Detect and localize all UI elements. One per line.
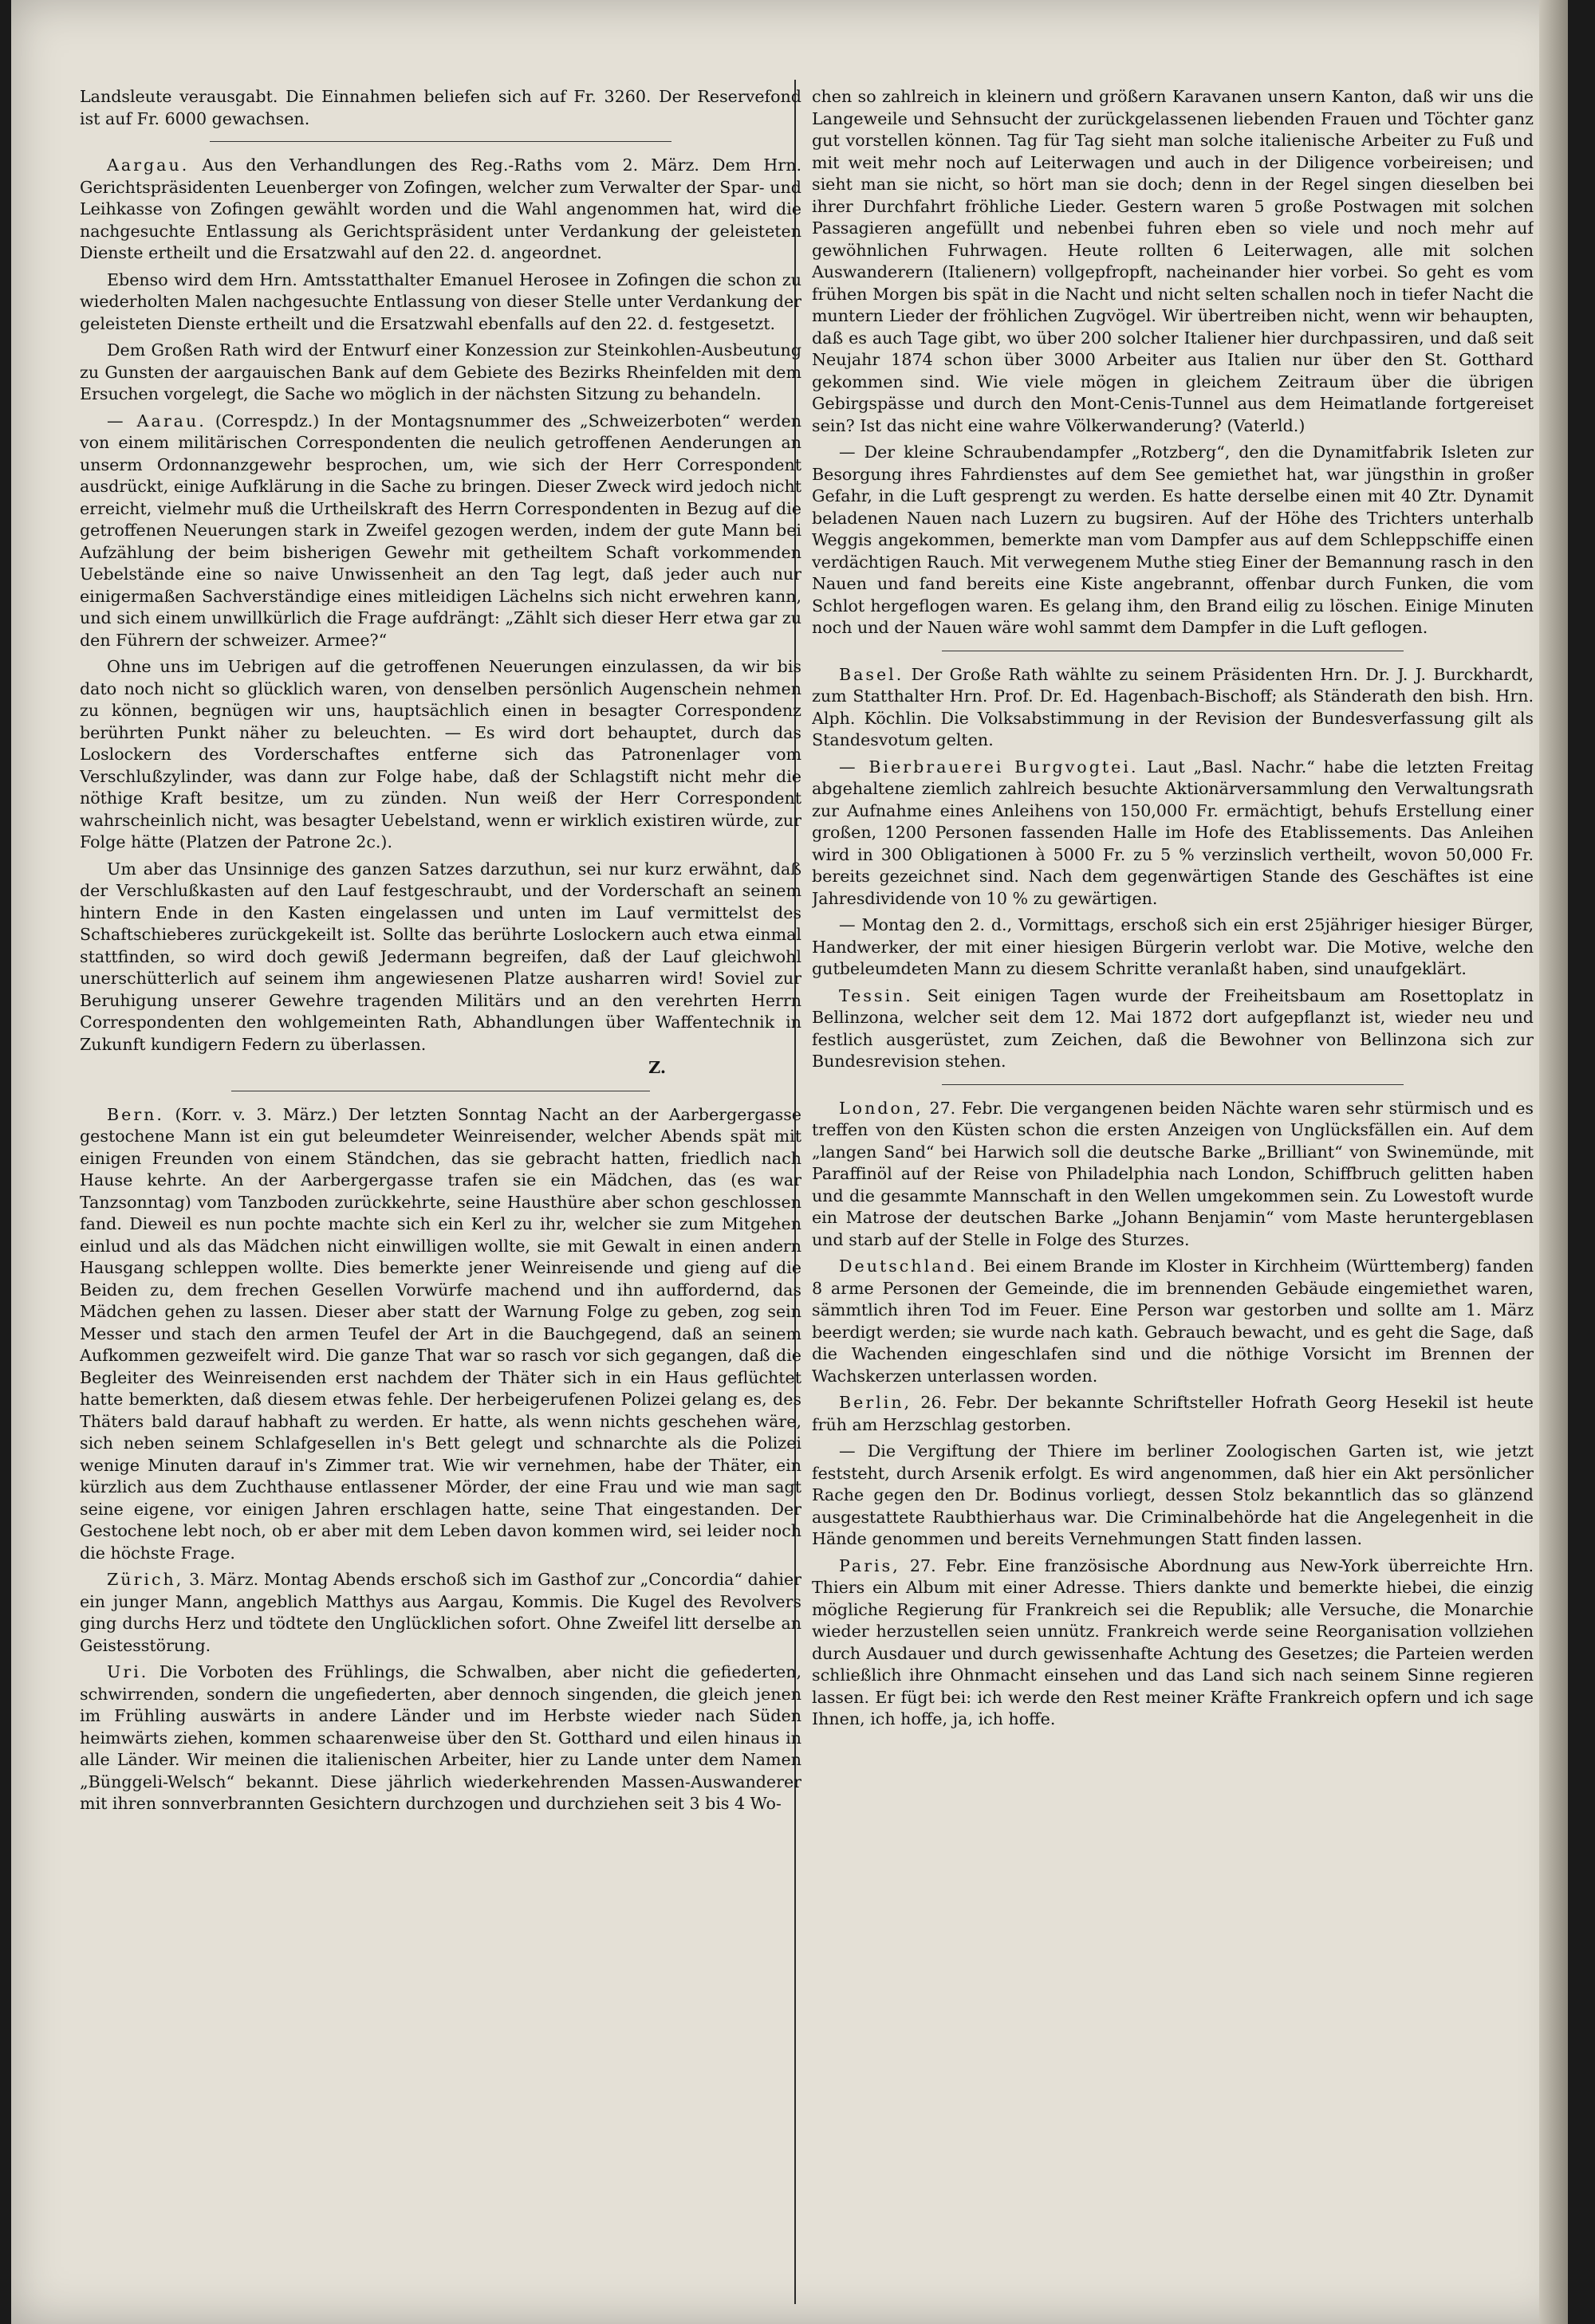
place-basel: Basel. (839, 664, 904, 684)
place-tessin: Tessin. (839, 985, 913, 1005)
newspaper-page (11, 0, 1568, 2324)
place-burgvogtei: — Bierbrauerei Burgvogtei. (839, 757, 1139, 777)
place-deutschland: Deutschland. (839, 1256, 978, 1276)
article-dampfer: — Der kleine Schraubendampfer „Rotzberg“, den die Dynamitfabrik Isleten zur Besorgung ihres Fahrdienstes auf dem See gemiethet hat, war jüngsthin in großer Gefahr, in die Luft gesprengt zu werden. Es hatte derselbe einen mit 40 Ztr. Dynamit beladenen Nauen nach Luzern zu bugsiren. Auf der Höhe des Trichters unterhalb Weggis angekommen, bemerkte man vom Dampfer aus auf dem Schleppschiffe einen verdächtigen Rauch. Mit verwegenem Muthe stieg Einer der Bemannung rasch in den Nauen und fand bereits eine Kiste angebrannt, offenbar durch Funken, die vom Schlot hergeflogen waren. Es gelang ihm, den Brand eilig zu löschen. Einige Minuten noch und der Nauen wäre wohl sammt dem Dampfer in die Luft geflogen. (812, 442, 1534, 637)
article-basel-2: — Montag den 2. d., Vormittags, erschoß sich ein erst 25jähriger hiesiger Bürger, Handwerker, der mit einer hiesigen Bürgerin verlobt war. Die Motive, welche den gutbeleumdeten Mann zu diesem Schritte veranlaßt haben, sind unaufgeklärt. (812, 915, 1534, 978)
article-bierbrauerei: — Bierbrauerei Burgvogtei. Laut „Basl. Nachr.“ habe die letzten Freitag abgehaltene ziemlich zahlreich besuchte Aktionärversammlung den Verwaltungsrath zur Aufnahme eines Anleihens von 150,000 Fr. ermächtigt, behufs Erstellung einer großen, 1200 Personen fassenden Halle im Hofe des Etablissements. Das Anleihen wird in 300 Obligationen à 5000 Fr. zu 5 % verzinslich vertheilt, wovon 50,000 Fr. bereits gezeichnet sind. Nach dem gegenwärtigen Stande des Geschäftes ist eine Jahresdividende von 10 % zu gewärtigen. (812, 757, 1534, 908)
place-bern: Bern. (107, 1104, 164, 1124)
place-aargau: Aargau. (107, 155, 190, 175)
source-vaterland: (Vaterld.) (1227, 415, 1306, 435)
page-spine (1539, 0, 1568, 2324)
article-berlin: Berlin, 26. Febr. Der bekannte Schriftsteller Hofrath Georg Hesekil ist heute früh am Herzschlag gestorben. (812, 1393, 1534, 1434)
right-column (812, 86, 1534, 2310)
article-aargau-3: Dem Großen Rath wird der Entwurf einer Konzession zur Steinkohlen-Ausbeutung zu Gunsten der aargauischen Bank auf dem Gebiete des Bezirks Rheinfelden mit dem Ersuchen vorgelegt, die Sache wo möglich in der nächsten Sitzung zu behandeln. (80, 340, 801, 403)
article-aargau: Aargau. Aus den Verhandlungen des Reg.-Raths vom 2. März. Dem Hrn. Gerichtspräsidenten Leuenberger von Zofingen, welcher zum Verwalter der Spar- und Leihkasse von Zofingen gewählt worden und die Wahl angenommen hat, wird die nachgesuchte Entlassung als Gerichtspräsident unter Verdankung der geleisteten Dienste ertheilt und die Ersatzwahl auf den 22. d. angeordnet. (80, 155, 801, 262)
place-berlin: Berlin, (839, 1393, 912, 1412)
article-tessin: Tessin. Seit einigen Tagen wurde der Freiheitsbaum am Rosettoplatz in Bellinzona, welcher seit dem 12. Mai 1872 dort aufgepflanzt ist, wieder neu und festlich ausgerüstet, zum Zeichen, daß die Bewohner von Bellinzona sich zur Bundesrevision stehen. (812, 985, 1534, 1071)
article-zuerich: Zürich, 3. März. Montag Abends erschoß sich im Gasthof zur „Concordia“ dahier ein junger Mann, angeblich Matthys aus Aargau, Kommis. Die Kugel des Revolvers ging durchs Herz und tödtete den Unglücklichen sofort. Ohne Zweifel litt derselbe an Geistesstörung. (80, 1570, 801, 1655)
place-aarau: — Aarau. (107, 411, 207, 431)
article-deutschland: Deutschland. Bei einem Brande im Kloster in Kirchheim (Württemberg) fanden 8 arme Personen der Gemeinde, die im brennenden Gebäude eingemiethet waren, sämmtlich ihren Tod im Feuer. Eine Person war gestorben und sollte am 1. März beerdigt werden; sie wurde nach kath. Gebrauch bewacht, und es geht die Sage, daß die Wachenden eingeschlafen sind und die nöthige Vorsicht im Brennen der Wachskerzen unterlassen worden. (812, 1256, 1534, 1386)
separator (942, 1084, 1404, 1085)
article-aarau: — Aarau. (Correspdz.) In der Montagsnummer des „Schweizerboten“ werden von einem militärischen Correspondenten die neulich getroffenen Aenderungen an unserm Ordonnanzgewehr besprochen, um, wie sich der Herr Correspondent ausdrückt, einige Aufklärung in die Sache zu bringen. Dieser Zweck wird jedoch nicht erreicht, vielmehr muß die Urtheilskraft des Herrn Correspondenten in Bezug auf die getroffenen Neuerungen stark in Zweifel gezogen werden, indem der gute Mann bei Aufzählung der beim bisherigen Gewehr mit getheiltem Schaft vorkommenden Uebelstände eine so naive Unwissenheit an den Tag legt, daß jeder auch nur einigermaßen Sachverständige eines mitleidigen Lächelns sich nicht erwehren kann, und sich einem unwillkürlich die Frage aufdrängt: „Zählt sich dieser Herr etwa gar zu den Führern der schweizer. Armee?“ (80, 411, 801, 650)
signature-z: Z. (648, 1058, 666, 1077)
article-uri: Uri. Die Vorboten des Frühlings, die Schwalben, aber nicht die gefiederten, schwirrenden, sondern die ungefiederten, aber dennoch singenden, die gleich jenen im Frühling auswärts in andere Länder und im Herbste wieder nach Süden heimwärts ziehen, kommen schaarenweise über den St. Gotthard und eilen hinaus in alle Länder. Wir meinen die italienischen Arbeiter, hier zu Lande unter dem Namen „Bünggeli-Welsch“ bekannt. Diese jährlich wiederkehrenden Massen-Auswanderer mit ihren sonnverbrannten Gesichtern durchzogen und durchziehen seit 3 bis 4 Wo- (80, 1662, 801, 1813)
separator (210, 141, 671, 142)
article-uri-cont: chen so zahlreich in kleinern und größern Karavanen unsern Kanton, daß wir uns die Langeweile und Sehnsucht der zurückgelassenen liebenden Frauen und Töchter ganz gut vorstellen können. Tag für Tag sieht man solche italienische Arbeiter zu Fuß und mit weit mehr noch auf Leiterwagen und auch in der Diligence vorbeireisen; und sieht man sie nicht, so hört man sie doch; denn in der Regel singen dieselben bei ihrer Durchfahrt fröhliche Lieder. Gestern waren 5 große Postwagen mit solchen Passagieren angefüllt und nebenbei fuhren eben so viele und noch mehr auf gewöhnlichen Fuhrwagen. Heute rollten 6 Leiterwagen, alle mit solchen Auswanderern (Italienern) vollgepfropft, nacheinander hier vorbei. So geht es vom frühen Morgen bis spät in die Nacht und nicht selten schallen noch in tiefer Nacht die muntern Lieder der fröhlichen Zugvögel. Wir übertreiben nicht, wenn wir behaupten, daß es auch Tage gibt, wo über 200 solcher Italiener hier durchpassiren, und daß seit Neujahr 1874 schon über 3000 Arbeiter aus Italien nur über den St. Gotthard gekommen sind. Wie viele mögen in gleichem Zeitraum über die übrigen Gebirgspässe und durch den Mont-Cenis-Tunnel aus dem Heimatlande fortgereiset sein? Ist das nicht eine wahre Völkerwanderung? (Vaterld.) (812, 87, 1534, 435)
article-bern: Bern. (Korr. v. 3. März.) Der letzten Sonntag Nacht an der Aarbergergasse gestochene Mann ist ein gut beleumdeter Weinreisender, welcher Abends spät mit einigen Freunden von einem Ständchen, das sie gebracht hatten, friedlich nach Hause kehrte. An der Aarbergergasse trafen sie ein Mädchen, das (es war Tanzsonntag) vom Tanzboden zurückkehrte, seine Hausthüre aber schon geschlossen fand. Dieweil es nun pochte machte sich ein Kerl zu ihr, welcher sie zum Mitgehen einlud und als das Mädchen nicht einwilligen wollte, sie mit Gewalt in einen andern Hausgang schleppen wollte. Dies bemerkte jener Weinreisende und gieng auf die Beiden zu, dem frechen Gesellen Vorwürfe machend und ihn auffordernd, das Mädchen gehen zu lassen. Dieser aber statt der Warnung Folge zu geben, zog sein Messer und stach den armen Teufel der Art in die Bauchgegend, daß an seinem Aufkommen gezweifelt wird. Die ganze That war so rasch vor sich gegangen, daß die Begleiter des Weinreisenden erst nachdem der Thäter sich in ein Haus geflüchtet hatte bemerkten, daß diesem etwas fehle. Der herbeigerufenen Polizei gelang es, des Thäters bald darauf habhaft zu werden. Er hatte, als wenn nichts geschehen wäre, sich neben seinem Schlafgesellen in's Bett gelegt und schnarchte als die Polizei wenige Minuten darauf in's Zimmer trat. Wie wir vernehmen, habe der Thäter, ein kürzlich aus dem Zuchthause entlassener Mörder, der eine Frau und wie man sagt seine eigene, vor einigen Jahren erschlagen hatte, seine That eingestanden. Der Gestochene lebt noch, ob er aber mit dem Leben davon kommen wird, sei leider noch die höchste Frage. (80, 1104, 801, 1563)
article-aarau-3: Um aber das Unsinnige des ganzen Satzes darzuthun, sei nur kurz erwähnt, daß der Verschlußkasten auf den Lauf festgeschraubt, und der Vorderschaft an seinem hintern Ende in den Kasten eingelassen und unten im Lauf vermittelst des Schaftschieberes zurückgekeilt ist. Sollte das berührte Loslockern auch etwa einmal stattfinden, so wird doch gewiß Jedermann begreifen, daß der Lauf gleichwohl unerschütterlich auf seinem ihm angewiesenen Platze ausharren wird! Soviel zur Beruhigung unserer Gewehre tragenden Militärs und an den verehrten Herrn Correspondenten den wohlgemeinten Rath, Abhandlungen über Waffentechnik in Zukunft kundigern Federn zu überlassen. (80, 859, 801, 1054)
article-aargau-2: Ebenso wird dem Hrn. Amtsstatthalter Emanuel Herosee in Zofingen die schon zu wiederholten Malen nachgesuchte Entlassung von dieser Stelle unter Verdankung der geleisteten Dienste ertheilt und die Ersatzwahl ebenfalls auf den 22. d. festgesetzt. (80, 269, 801, 333)
article-landsleute: Landsleute verausgabt. Die Einnahmen beliefen sich auf Fr. 3260. Der Reservefond ist auf Fr. 6000 gewachsen. (80, 87, 801, 128)
article-berlin-2: — Die Vergiftung der Thiere im berliner Zoologischen Garten ist, wie jetzt feststeht, durch Arsenik erfolgt. Es wird angenommen, daß hier ein Akt persönlicher Rache gegen den Dr. Bodinus vorliegt, dessen Stolz bekanntlich das so glänzend ausgestattete Raubthierhaus war. Die Criminalbehörde hat die Angelegenheit in die Hände genommen und bereits Vernehmungen Statt finden lassen. (812, 1441, 1534, 1548)
place-uri: Uri. (107, 1662, 149, 1681)
article-paris: Paris, 27. Febr. Eine französische Abordnung aus New-York überreichte Hrn. Thiers ein Album mit einer Adresse. Thiers dankte und bemerkte hiebei, die einzig mögliche Regierung für Frankreich sei die Republik; alle Versuche, die Monarchie wieder herzustellen seien unnütz. Frankreich werde seine Reorganisation vollziehen durch Ausdauer und durch gewissenhafte Achtung des Gesetzes; die Parteien werden schließlich ihre Ohnmacht einsehen und das Land sich nach seinem Sinne regieren lassen. Er fügt bei: ich werde den Rest meiner Kräfte Frankreich opfern und ich sage Ihnen, ich hoffe, ja, ich hoffe. (812, 1555, 1534, 1728)
article-basel: Basel. Der Große Rath wählte zu seinem Präsidenten Hrn. Dr. J. J. Burckhardt, zum Statthalter Hrn. Prof. Dr. Ed. Hagenbach-Bischoff; als Ständerath den bish. Hrn. Alph. Köchlin. Die Volksabstimmung in der Revision der Bundesverfassung gilt als Standesvotum gelten. (812, 664, 1534, 749)
article-london: London, 27. Febr. Die vergangenen beiden Nächte waren sehr stürmisch und es treffen von den Küsten schon die ersten Anzeigen von Unglücksfällen ein. Auf dem „langen Sand“ bei Harwich soll die deutsche Barke „Brilliant“ von Swinemünde, mit Paraffinöl auf der Reise von Philadelphia nach London, Schiffbruch gelitten haben und die gesammte Mannschaft in den Wellen umgekommen sein. Zu Lowestoft wurde ein Matrose der deutschen Barke „Johann Benjamin“ vom Maste heruntergeblasen und starb auf der Stelle in Folge des Sturzes. (812, 1098, 1534, 1249)
place-london: London, (839, 1098, 924, 1118)
article-aarau-2: Ohne uns im Uebrigen auf die getroffenen Neuerungen einzulassen, da wir bis dato noch nicht so glücklich waren, von denselben persönlich Augenschein nehmen zu können, begnügen wir uns, hauptsächlich einen in besagter Correspondenz berührten Punkt näher zu beleuchten. — Es wird dort behauptet, durch das Loslockern des Vorderschaftes entferne sich das Patronenlager vom Verschlußzylinder, was dann zur Folge habe, daß der Schlagstift nicht mehr die nöthige Kraft besitze, um zu zünden. Nun weiß der Herr Correspondent wahrscheinlich nicht, was besagter Uebelstand, wenn er wirklich existiren würde, zur Folge hätte (Platzen der Patrone 2c.). (80, 657, 801, 851)
left-column (80, 86, 801, 2310)
place-zuerich: Zürich, (107, 1570, 184, 1589)
place-paris: Paris, (839, 1555, 900, 1575)
